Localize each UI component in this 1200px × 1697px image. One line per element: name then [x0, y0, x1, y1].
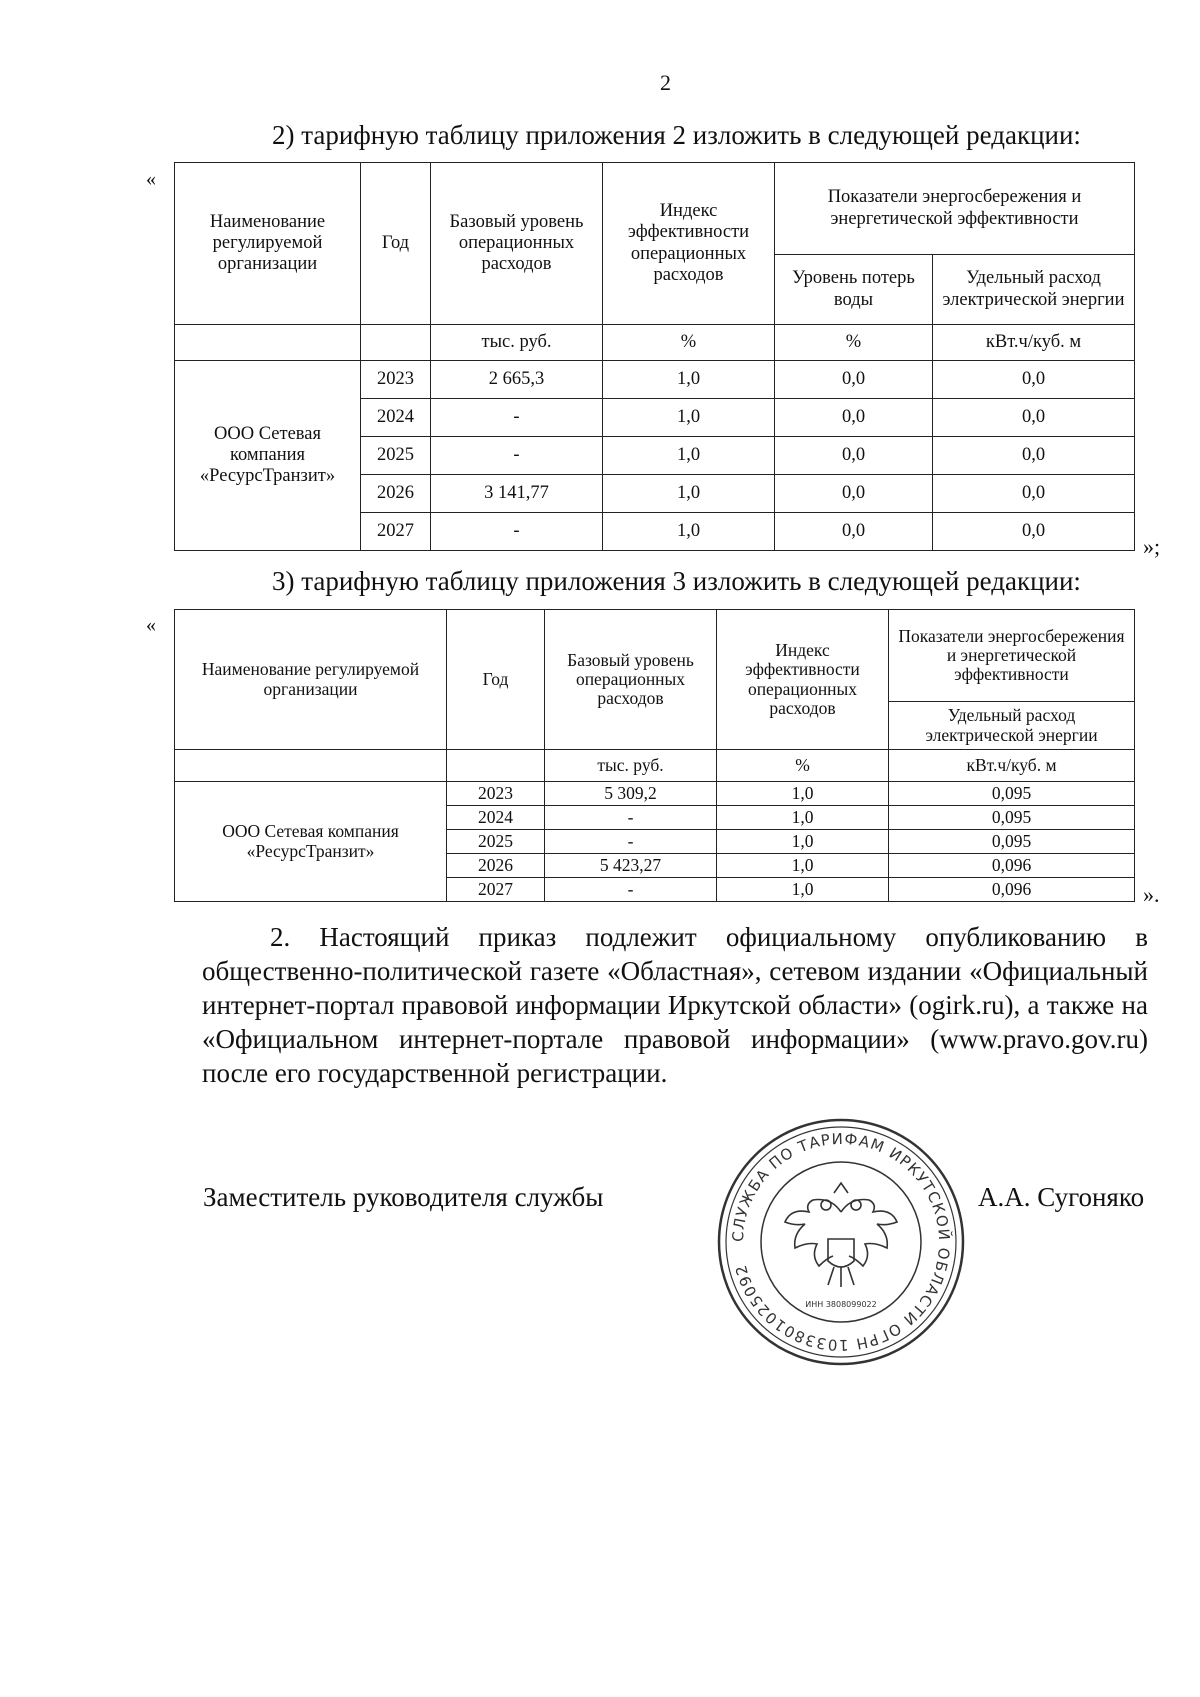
- row-year: 2025: [361, 437, 431, 475]
- header-index: Индекс эффективности операционных расходов: [603, 163, 775, 325]
- paragraph-publication: [202, 920, 1148, 1090]
- row-index: 1,0: [603, 475, 775, 513]
- signature-name: А.А. Сугоняко: [978, 1182, 1145, 1212]
- org-name: ООО Сетевая компания «РесурсТранзит»: [175, 782, 447, 902]
- row-year: 2024: [361, 399, 431, 437]
- row-index: 1,0: [603, 513, 775, 551]
- seal-outer-ring: [719, 1120, 963, 1364]
- row-base: 3 141,77: [431, 475, 603, 513]
- section3-close-mark: ».: [1143, 882, 1160, 907]
- paragraph-text: 2. Настоящий приказ подлежит официальному опубликованию в общественно-политической газете «Областная», сетевом издании «Официальный интернет-портал правовой информации Иркутской области» (ogirk.ru), а также на «Официальном интернет-портале правовой информации» (www.pravo.gov.ru) после его государственной регистрации.: [202, 922, 1148, 1089]
- row-loss: 0,0: [775, 361, 933, 399]
- row-year: 2024: [447, 806, 545, 830]
- unit-index: %: [717, 750, 889, 782]
- row-index: 1,0: [717, 806, 889, 830]
- section2-open-quote: «: [146, 168, 156, 190]
- row-loss: 0,0: [775, 475, 933, 513]
- row-base: 5 423,27: [545, 854, 717, 878]
- seal-inner-ring: [761, 1162, 921, 1322]
- header-year: Год: [447, 610, 545, 750]
- row-index: 1,0: [717, 854, 889, 878]
- row-year: 2025: [447, 830, 545, 854]
- row-loss: 0,0: [775, 513, 933, 551]
- row-base: 5 309,2: [545, 782, 717, 806]
- row-base: -: [545, 806, 717, 830]
- row-index: 1,0: [717, 878, 889, 902]
- row-base: 2 665,3: [431, 361, 603, 399]
- row-index: 1,0: [717, 782, 889, 806]
- row-year: 2023: [447, 782, 545, 806]
- row-specific: 0,0: [933, 513, 1135, 551]
- row-year: 2023: [361, 361, 431, 399]
- row-specific: 0,0: [933, 475, 1135, 513]
- row-specific: 0,095: [889, 806, 1135, 830]
- row-specific: 0,096: [889, 878, 1135, 902]
- section2-heading: 2) тарифную таблицу приложения 2 изложить в следующей редакции:: [272, 120, 1081, 150]
- unit-specific: кВт.ч/куб. м: [889, 750, 1135, 782]
- header-empty: [361, 325, 431, 361]
- row-index: 1,0: [603, 399, 775, 437]
- header-energy-group: Показатели энергосбережения и энергетической эффективности: [775, 163, 1135, 255]
- unit-loss: %: [775, 325, 933, 361]
- unit-index: %: [603, 325, 775, 361]
- header-empty: [447, 750, 545, 782]
- seal-ring-text: СЛУЖБА ПО ТАРИФАМ ИРКУТСКОЙ ОБЛАСТИ ОГРН 1033801025092: [728, 1129, 954, 1355]
- row-base: -: [545, 830, 717, 854]
- unit-specific: кВт.ч/куб. м: [933, 325, 1135, 361]
- row-base: -: [431, 437, 603, 475]
- signature-title: Заместитель руководителя службы: [203, 1182, 604, 1212]
- row-loss: 0,0: [775, 399, 933, 437]
- header-empty: [175, 750, 447, 782]
- row-specific: 0,096: [889, 854, 1135, 878]
- header-index: Индекс эффективности операционных расходов: [717, 610, 889, 750]
- row-year: 2026: [361, 475, 431, 513]
- eagle-emblem-icon: [785, 1183, 897, 1287]
- header-energy-group: Показатели энергосбережения и энергетической эффективности: [889, 610, 1135, 702]
- seal-inner-text: ИНН 3808099022: [805, 1300, 877, 1309]
- row-base: -: [431, 399, 603, 437]
- page-number: 2: [660, 70, 671, 95]
- row-base: -: [545, 878, 717, 902]
- official-seal: [716, 1117, 966, 1367]
- unit-base: тыс. руб.: [431, 325, 603, 361]
- row-specific: 0,0: [933, 399, 1135, 437]
- header-water-loss: Уровень потерь воды: [775, 255, 933, 325]
- row-year: 2027: [361, 513, 431, 551]
- tariff-table-2: [174, 162, 1135, 551]
- unit-base: тыс. руб.: [545, 750, 717, 782]
- header-year: Год: [361, 163, 431, 325]
- header-base: Базовый уровень операционных расходов: [431, 163, 603, 325]
- section3-open-quote: «: [146, 614, 156, 636]
- row-index: 1,0: [717, 830, 889, 854]
- row-index: 1,0: [603, 361, 775, 399]
- row-loss: 0,0: [775, 437, 933, 475]
- section3-heading: 3) тарифную таблицу приложения 3 изложить в следующей редакции:: [272, 566, 1081, 596]
- section2-close-mark: »;: [1143, 534, 1161, 559]
- row-specific: 0,0: [933, 437, 1135, 475]
- row-specific: 0,095: [889, 830, 1135, 854]
- header-org: Наименование регулируемой организации: [175, 610, 447, 750]
- row-year: 2027: [447, 878, 545, 902]
- row-year: 2026: [447, 854, 545, 878]
- header-empty: [175, 325, 361, 361]
- org-name: ООО Сетевая компания «РесурсТранзит»: [175, 361, 361, 551]
- tariff-table-3: [174, 609, 1135, 902]
- row-specific: 0,0: [933, 361, 1135, 399]
- header-org: Наименование регулируемой организации: [175, 163, 361, 325]
- row-specific: 0,095: [889, 782, 1135, 806]
- row-base: -: [431, 513, 603, 551]
- header-specific: Удельный расход электрической энергии: [889, 702, 1135, 750]
- header-specific: Удельный расход электрической энергии: [933, 255, 1135, 325]
- row-index: 1,0: [603, 437, 775, 475]
- header-base: Базовый уровень операционных расходов: [545, 610, 717, 750]
